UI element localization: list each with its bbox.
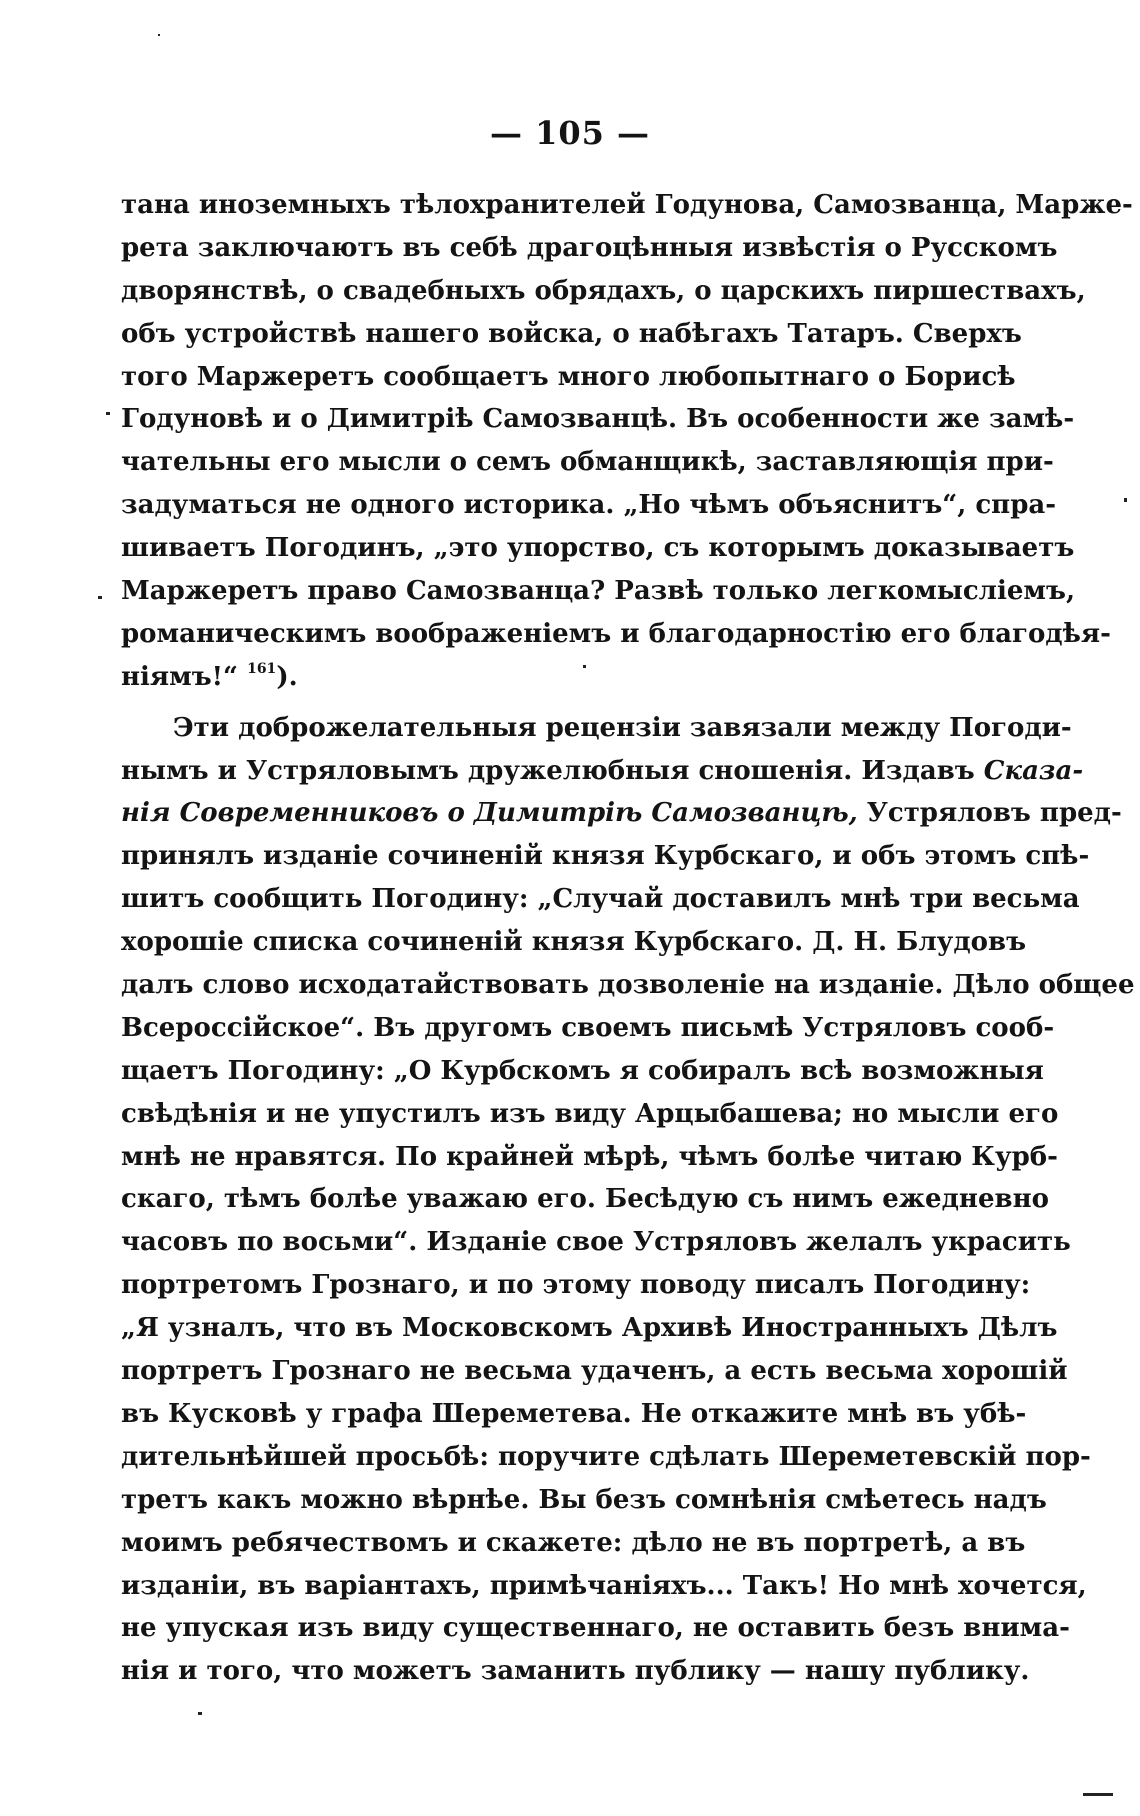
scan-speck <box>158 34 160 36</box>
scan-dash-mark <box>1083 1793 1113 1796</box>
paragraph-2-line-2-text: нымъ и Устряловымъ дружелюбныя сношенія. Издавъ <box>121 755 975 786</box>
paragraph-1-closing: ). <box>276 661 298 692</box>
text-line: изданіи, въ варіантахъ, примѣчаніяхъ... Такъ! Но мнѣ хочется, <box>121 1570 1087 1601</box>
text-line: мнѣ не нравятся. По крайней мѣрѣ, чѣмъ болѣе читаю Курб- <box>121 1141 1058 1172</box>
text-line: „Я узналъ, что въ Московскомъ Архивѣ Иностранныхъ Дѣлъ <box>121 1313 1058 1344</box>
text-line: моимъ ребячествомъ и скажете: дѣло не въ портретѣ, а въ <box>121 1527 1026 1558</box>
text-line: часовъ по восьми“. Изданіе свое Устряловъ желалъ украсить <box>121 1227 1071 1258</box>
text-line: задуматься не одного историка. „Но чѣмъ объяснитъ“, спра- <box>121 490 1057 521</box>
scan-speck <box>1124 498 1127 502</box>
footnote-reference: 161 <box>247 660 277 677</box>
book-title-part-1: Сказа- <box>983 755 1084 786</box>
text-line: Годуновѣ и о Димитріѣ Самозванцѣ. Въ особенности же замѣ- <box>121 404 1075 435</box>
text-line: щаетъ Погодину: „О Курбскомъ я собиралъ всѣ возможныя <box>121 1055 1044 1086</box>
text-line: скаго, тѣмъ болѣе уважаю его. Бесѣдую съ нимъ ежедневно <box>121 1184 1049 1215</box>
text-line: дворянствѣ, о свадебныхъ обрядахъ, о царскихъ пиршествахъ, <box>121 275 1086 306</box>
text-line: портретомъ Грознаго, и по этому поводу писалъ Погодину: <box>121 1270 1031 1301</box>
text-line: рета заключаютъ въ себѣ драгоцѣнныя извѣстія о Русскомъ <box>121 232 1058 263</box>
scan-speck <box>98 596 102 599</box>
text-line: принялъ изданіе сочиненій князя Курбскаго, и объ этомъ спѣ- <box>121 841 1090 872</box>
text-line: тана иноземныхъ тѣлохранителей Годунова, Самозванца, Марже- <box>121 190 1133 220</box>
scan-speck <box>198 1712 202 1715</box>
paragraph-1 <box>121 184 1133 656</box>
paragraph-2-line-3 <box>121 792 1122 835</box>
text-line: Маржеретъ право Самозванца? Развѣ только легкомысліемъ, <box>121 576 1076 607</box>
text-line: далъ слово исходатайствовать дозволеніе на изданіе. Дѣло общее <box>121 970 1135 1001</box>
text-line: чательны его мысли о семъ обманщикѣ, заставляющія при- <box>121 447 1054 478</box>
text-line: нія и того, что можетъ заманить публику — нашу публику. <box>121 1656 1030 1687</box>
paragraph-2-rest <box>121 835 1135 1693</box>
text-line: хорошіе списка сочиненій князя Курбскаго. Д. Н. Блудовъ <box>121 927 1027 958</box>
book-title-part-2: нія Современниковъ о Димитріѣ Самозванцѣ, <box>121 798 858 829</box>
paragraph-2-line-3-text: Устряловъ пред- <box>866 798 1122 829</box>
text-line: Всероссійское“. Въ другомъ своемъ письмѣ Устряловъ сооб- <box>121 1012 1055 1043</box>
paragraph-1-last-line <box>121 656 979 699</box>
text-line: того Маржеретъ сообщаетъ много любопытнаго о Борисѣ <box>121 361 1016 392</box>
page-body <box>121 184 1135 1693</box>
text-line: свѣдѣнія и не упустилъ изъ виду Арцыбашева; но мысли его <box>121 1098 1059 1129</box>
text-line: не упуская изъ виду существеннаго, не оставить безъ внима- <box>121 1613 1070 1644</box>
paragraph-2-first-line: Эти доброжелательныя рецензіи завязали между Погоди- <box>173 712 1072 743</box>
text-line: романическимъ воображеніемъ и благодарностію его благодѣя- <box>121 618 1111 649</box>
text-line: въ Кусковѣ у графа Шереметева. Не откажите мнѣ въ убѣ- <box>121 1398 1027 1429</box>
paragraph-2-line-2 <box>121 750 1084 793</box>
text-line: дительнѣйшей просьбѣ: поручите сдѣлать Шереметевскій пор- <box>121 1441 1091 1472</box>
text-line: шиваетъ Погодинъ, „это упорство, съ которымъ доказываетъ <box>121 533 1075 564</box>
paragraph-1-last-text: ніямъ!“ <box>121 661 239 692</box>
text-line: объ устройствѣ нашего войска, о набѣгахъ Татаръ. Сверхъ <box>121 318 1022 349</box>
scan-speck <box>583 665 586 668</box>
scan-speck <box>106 412 110 415</box>
text-line: портретъ Грознаго не весьма удаченъ, а есть весьма хорошій <box>121 1356 1068 1387</box>
text-line: шитъ сообщить Погодину: „Случай доставилъ мнѣ три весьма <box>121 884 1080 915</box>
page-number: — 105 — <box>489 114 651 152</box>
text-line: третъ какъ можно вѣрнѣе. Вы безъ сомнѣнія смѣетесь надъ <box>121 1484 1047 1515</box>
